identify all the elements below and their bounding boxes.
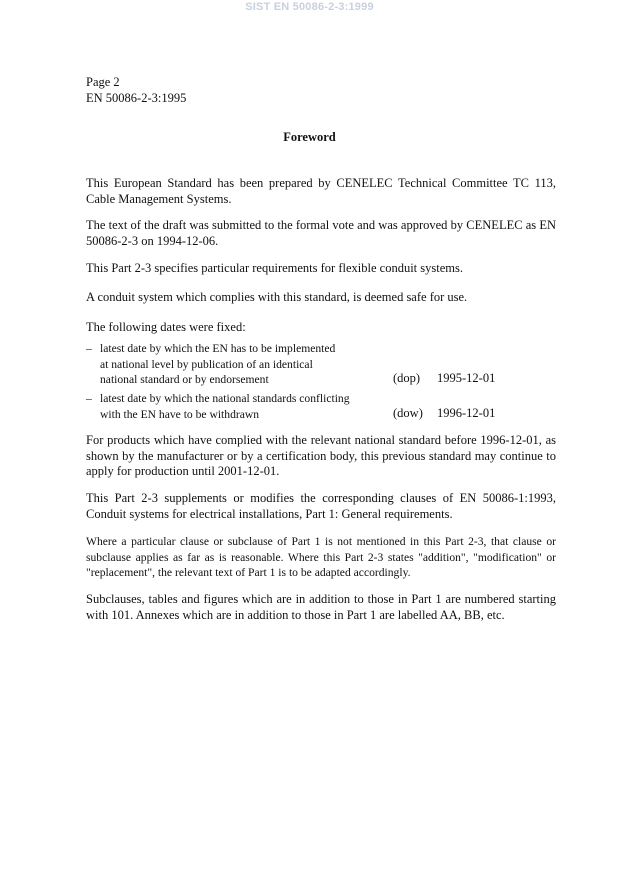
paragraph-dates-intro: The following dates were fixed: bbox=[86, 320, 246, 334]
date-value: 1995-12-01 bbox=[437, 371, 496, 385]
paragraph-approval: The text of the draft was submitted to the formal vote and was approved by CENELEC as EN 50086-2-3 on 1994-12-06. bbox=[86, 218, 556, 248]
paragraph-committee: This European Standard has been prepared by CENELEC Technical Committee TC 113, Cable Management Systems. bbox=[86, 176, 556, 206]
date-description-line: at national level by publication of an identical bbox=[100, 357, 313, 371]
date-description-line: latest date by which the EN has to be implemented bbox=[100, 342, 336, 355]
date-description bbox=[100, 341, 400, 388]
page-header bbox=[86, 75, 186, 106]
date-item-dop bbox=[86, 341, 556, 389]
list-dash: – bbox=[86, 342, 92, 355]
date-item-dow bbox=[86, 391, 556, 423]
date-abbreviation: (dow) bbox=[393, 406, 423, 420]
list-dash: – bbox=[86, 392, 92, 405]
page-number: Page 2 bbox=[86, 75, 120, 89]
section-title: Foreword bbox=[283, 130, 336, 144]
date-description bbox=[100, 391, 400, 422]
watermark: SIST EN 50086-2-3:1999 bbox=[245, 1, 374, 13]
paragraph-numbering: Subclauses, tables and figures which are in addition to those in Part 1 are numbered starting with 101. Annexes which are in addition to those in Part 1 are labelled AA, BB, etc. bbox=[86, 592, 556, 622]
date-description-line: national standard or by endorsement bbox=[100, 373, 269, 386]
paragraph-scope: This Part 2-3 specifies particular requirements for flexible conduit systems. bbox=[86, 261, 463, 275]
paragraph-transition: For products which have complied with the relevant national standard before 1996-12-01, as shown by the manufacturer or by a certification body, this previous standard may continue to apply for production until 2001-12-01. bbox=[86, 433, 556, 478]
date-abbreviation: (dop) bbox=[393, 371, 421, 385]
paragraph-clause-application: Where a particular clause or subclause of Part 1 is not mentioned in this Part 2-3, that clause or subclause applies as far as is reasonable. Where this Part 2-3 states "addition", "modification" or "replacement", the relevant text of Part 1 is to be adapted accordingly. bbox=[86, 535, 556, 579]
document-id: EN 50086-2-3:1995 bbox=[86, 90, 187, 105]
paragraph-compliance: A conduit system which complies with this standard, is deemed safe for use. bbox=[86, 290, 468, 304]
date-description-line: with the EN have to be withdrawn bbox=[100, 407, 260, 421]
date-value: 1996-12-01 bbox=[437, 406, 496, 420]
date-description-line: latest date by which the national standards conflicting bbox=[100, 392, 350, 405]
paragraph-supplements: This Part 2-3 supplements or modifies the corresponding clauses of EN 50086-1:1993, Conduit systems for electrical installations, Part 1: General requirements. bbox=[86, 491, 556, 521]
